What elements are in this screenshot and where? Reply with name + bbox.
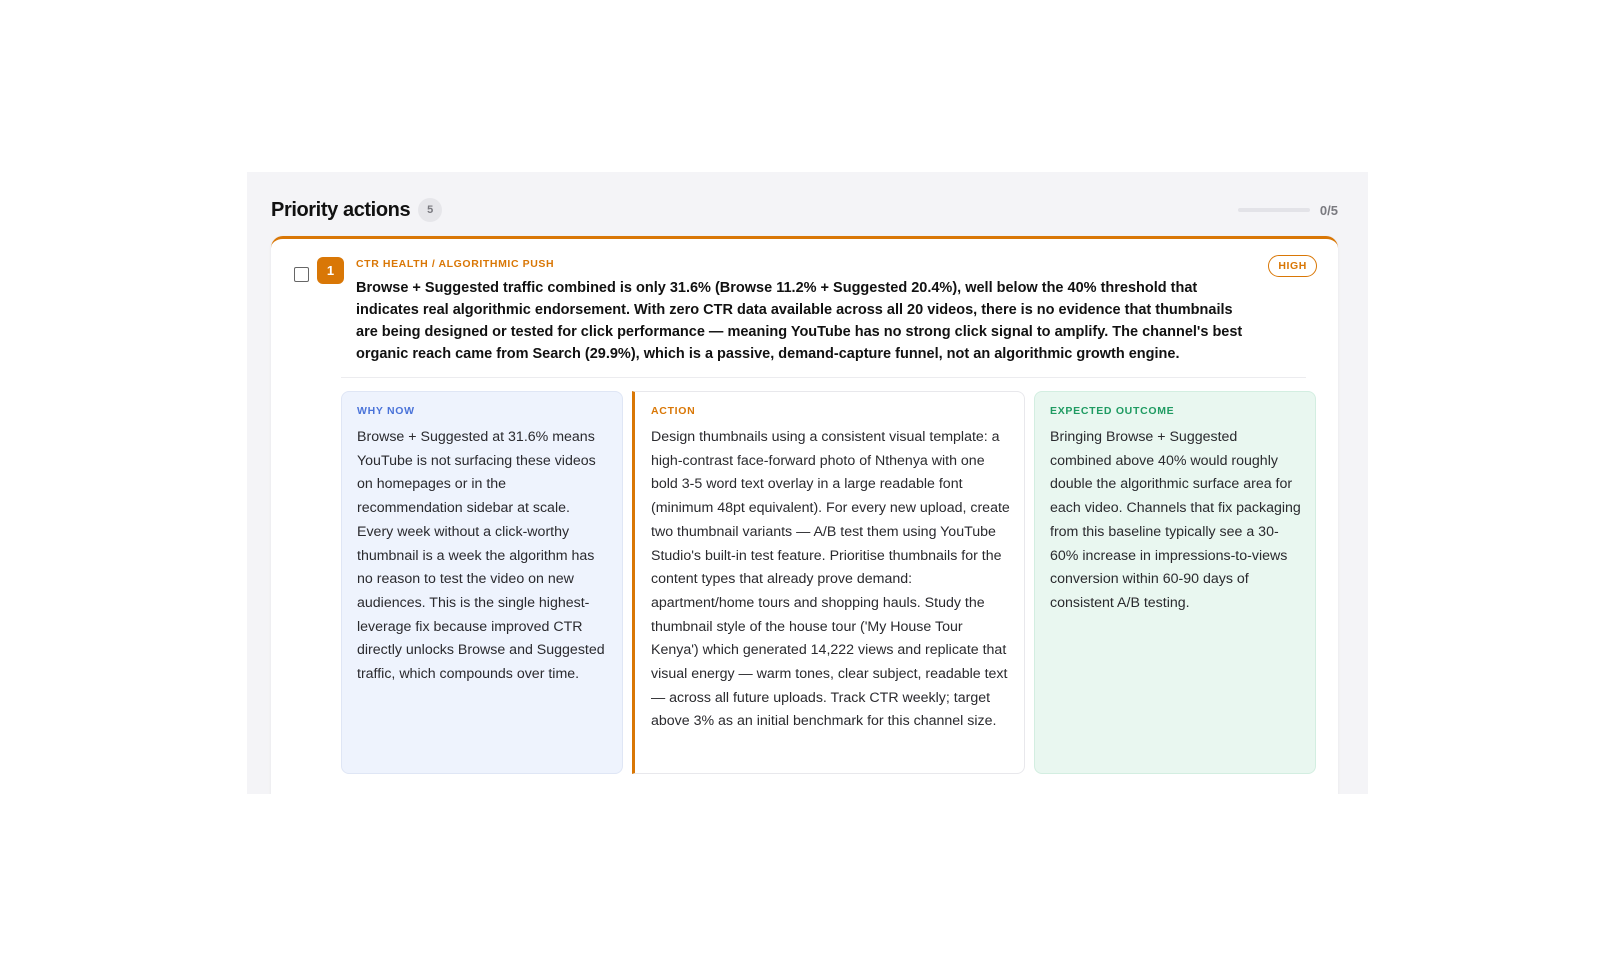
action-card <box>271 236 1338 794</box>
panel-header <box>271 190 1338 230</box>
why-now-panel <box>341 391 623 774</box>
action-category: CTR HEALTH / ALGORITHMIC PUSH <box>356 258 555 270</box>
action-panel <box>632 391 1025 774</box>
progress-bar <box>1238 208 1310 212</box>
action-count-badge: 5 <box>418 198 442 222</box>
why-now-label: WHY NOW <box>357 405 415 417</box>
expected-outcome-label: EXPECTED OUTCOME <box>1050 405 1175 417</box>
priority-actions-panel <box>247 172 1368 794</box>
action-number-badge: 1 <box>317 257 344 284</box>
action-summary: Browse + Suggested traffic combined is only 31.6% (Browse 11.2% + Suggested 20.4%), well below the 40% threshold that indicates real algorithmic endorsement. With zero CTR data available across all 20 videos, there is no evidence that thumbnails are being designed or tested for click performance — meaning YouTube has no strong click signal to amplify. The channel's best organic reach came from Search (29.9%), which is a passive, demand-capture funnel, not an algorithmic growth engine. <box>356 280 1243 362</box>
action-label: ACTION <box>651 405 696 417</box>
action-done-checkbox[interactable] <box>294 267 309 282</box>
divider <box>341 377 1306 378</box>
priority-badge: HIGH <box>1268 255 1317 277</box>
expected-outcome-panel <box>1034 391 1316 774</box>
panel-title: Priority actions <box>271 198 411 221</box>
action-details <box>341 391 1316 774</box>
progress-text: 0/5 <box>1319 202 1338 218</box>
progress-indicator <box>1238 203 1338 218</box>
action-text: Design thumbnails using a consistent visual template: a high-contrast face-forward photo of Nthenya with one bold 3-5 word text overlay in a large readable font (minimum 48pt equivalent). For every new upload, create two thumbnail variants — A/B test them using YouTube Studio's built-in test feature. Prioritise thumbnails for the content types that already prove demand: apartment/home tours and shopping hauls. Study the thumbnail style of the house tour ('My House Tour Kenya') which generated 14,222 views and replicate that visual energy — warm tones, clear subject, readable text — across all future uploads. Track CTR weekly; target above 3% as an initial benchmark for this channel size. <box>651 429 1010 730</box>
why-now-text: Browse + Suggested at 31.6% means YouTube is not surfacing these videos on homepages or in the recommendation sidebar at scale. Every week without a click-worthy thumbnail is a week the algorithm has no reason to test the video on new audiences. This is the single highest-leverage fix because improved CTR directly unlocks Browse and Suggested traffic, which compounds over time. <box>357 429 605 683</box>
expected-outcome-text: Bringing Browse + Suggested combined above 40% would roughly double the algorithmic surface area for each video. Channels that fix packaging from this baseline typically see a 30-60% increase in impressions-to-views conversion within 60-90 days of consistent A/B testing. <box>1050 429 1301 611</box>
